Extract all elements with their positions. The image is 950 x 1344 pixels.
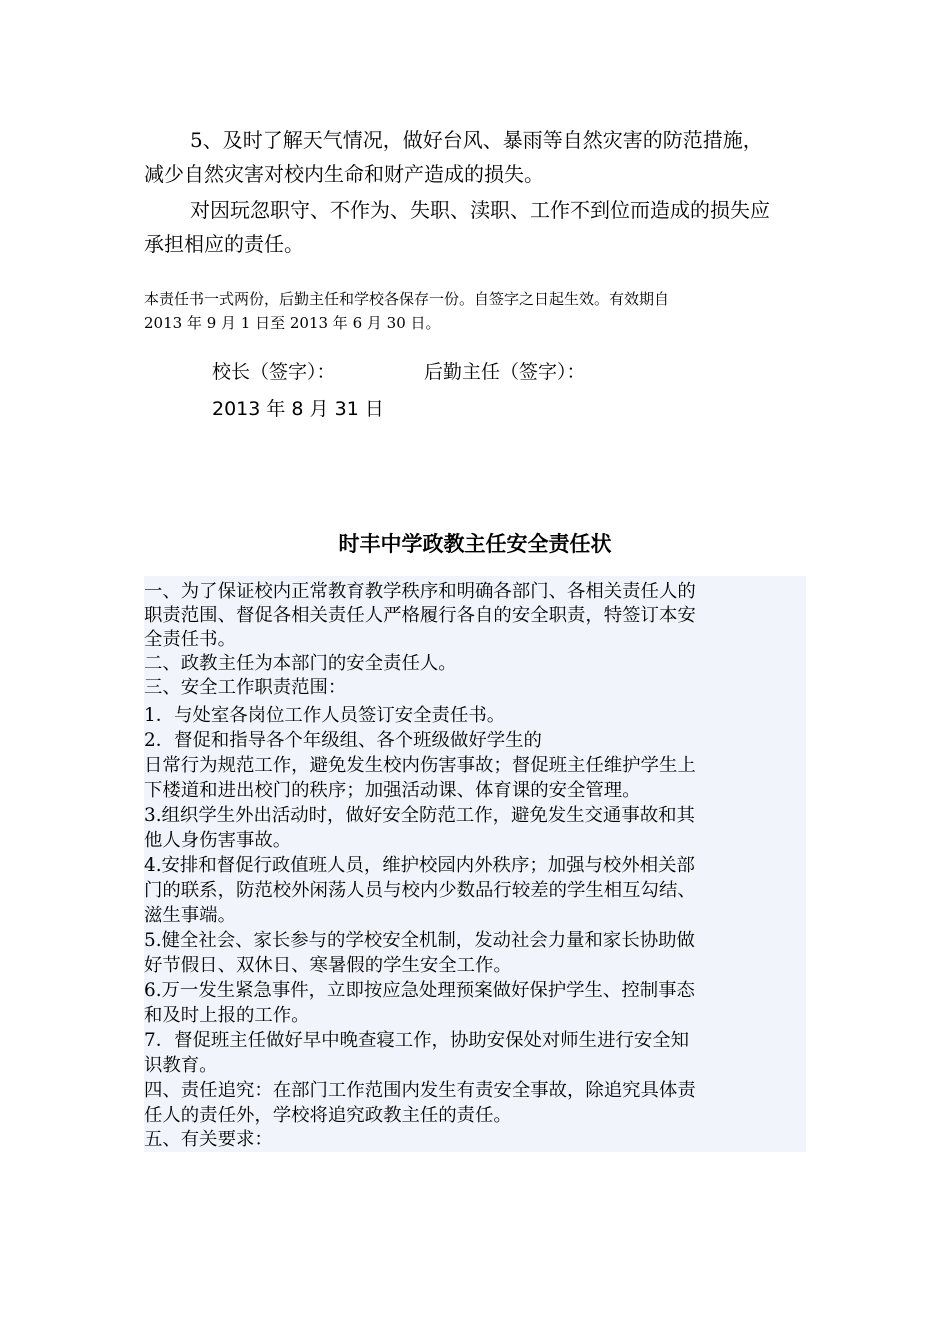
paragraph-line: 减少自然灾害对校内生命和财产造成的损失。 (144, 162, 544, 186)
body-line: 滋生事端。 (144, 905, 236, 926)
body-line: 一、为了保证校内正常教育教学秩序和明确各部门、各相关责任人的 (144, 581, 696, 602)
body-line: 职责范围、督促各相关责任人严格履行各自的安全职责，特签订本安 (144, 605, 696, 626)
body-line: 和及时上报的工作。 (144, 1005, 310, 1026)
body-line: 4.安排和督促行政值班人员，维护校园内外秩序；加强与校外相关部 (144, 855, 695, 876)
paragraph-line: 承担相应的责任。 (144, 232, 304, 256)
body-line: 他人身伤害事故。 (144, 830, 292, 851)
body-line: 门的联系，防范校外闲荡人员与校内少数品行较差的学生相互勾结、 (144, 880, 696, 901)
body-line: 6.万一发生紧急事件，立即按应急处理预案做好保护学生、控制事态 (144, 980, 695, 1001)
body-line: 五、有关要求： (144, 1129, 273, 1150)
section-title: 时丰中学政教主任安全责任状 (338, 532, 612, 556)
body-line: 四、责任追究：在部门工作范围内发生有责安全事故，除追究具体责 (144, 1080, 696, 1101)
body-line: 好节假日、双休日、寒暑假的学生安全工作。 (144, 955, 512, 976)
body-line: 日常行为规范工作，避免发生校内伤害事故；督促班主任维护学生上 (144, 755, 696, 776)
body-line: 识教育。 (144, 1055, 218, 1076)
principal-signature-label: 校长（签字）： (212, 361, 336, 383)
body-line: 二、政教主任为本部门的安全责任人。 (144, 653, 457, 674)
body-line: 下楼道和进出校门的秩序；加强活动课、体育课的安全管理。 (144, 780, 641, 801)
validity-note: 本责任书一式两份，后勤主任和学校各保存一份。自签字之日起生效。有效期自 (144, 290, 670, 308)
body-line: 7．督促班主任做好早中晚查寝工作，协助安保处对师生进行安全知 (144, 1030, 690, 1051)
body-line: 2．督促和指导各个年级组、各个班级做好学生的 (144, 730, 542, 751)
body-line: 全责任书。 (144, 629, 236, 650)
body-line: 3.组织学生外出活动时，做好安全防范工作，避免发生交通事故和其 (144, 805, 695, 826)
body-line: 1．与处室各岗位工作人员签订安全责任书。 (144, 705, 506, 726)
body-line: 三、安全工作职责范围： (144, 677, 347, 698)
logistics-signature-label: 后勤主任（签字）： (424, 361, 586, 383)
signing-date: 2013 年 8 月 31 日 (212, 398, 384, 420)
paragraph-line: 对因玩忽职守、不作为、失职、渎职、工作不到位而造成的损失应 (190, 198, 770, 222)
paragraph-line: 5、及时了解天气情况，做好台风、暴雨等自然灾害的防范措施， (190, 128, 763, 152)
body-line: 任人的责任外，学校将追究政教主任的责任。 (144, 1105, 512, 1126)
body-line: 5.健全社会、家长参与的学校安全机制，发动社会力量和家长协助做 (144, 930, 695, 951)
validity-note: 2013 年 9 月 1 日至 2013 年 6 月 30 日。 (144, 314, 441, 332)
responsibility-body (144, 576, 806, 1152)
